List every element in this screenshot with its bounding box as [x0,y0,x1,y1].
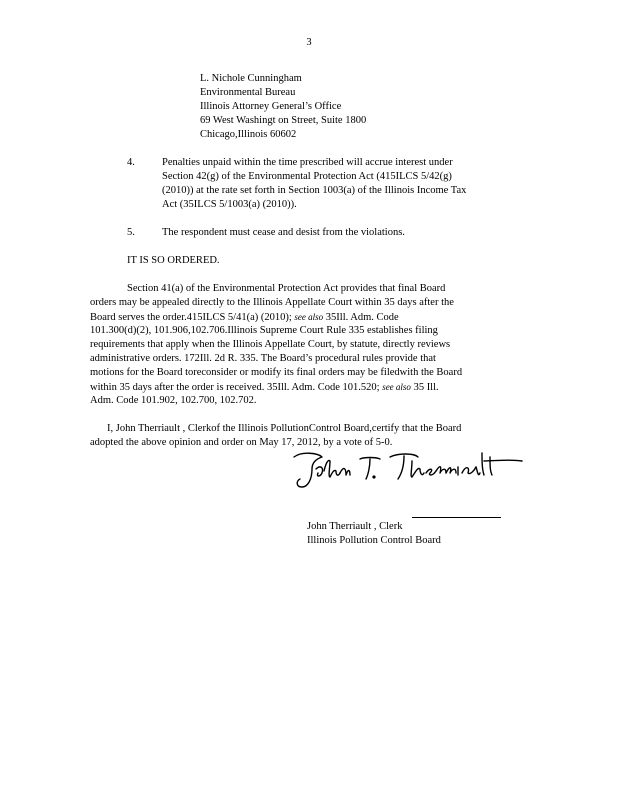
item-text-line: (2010)) at the rate set forth in Section 1003(a) of the Illinois Income Tax [162,185,467,196]
address-line: L. Nichole Cunningham [200,73,302,84]
address-line: 69 West Washingt on Street, Suite 1800 [200,115,367,126]
item-text-line: The respondent must cease and desist from the violations. [162,227,405,238]
paragraph-line [90,380,439,395]
item-number: 4. [127,157,135,168]
paragraph-line: motions for the Board toreconsider or modify its final orders may be filedwith the Board [90,367,463,378]
citation-text: within 35 days after the order is received. 35Ill. Adm. Code 101.520; [90,382,380,393]
item-text-line: Act (35ILCS 5/1003(a) (2010)). [162,199,297,210]
paragraph-line: administrative orders. 172Ill. 2d R. 335. The Board’s procedural rules provide that [90,353,436,364]
paragraph-line: Adm. Code 101.902, 102.700, 102.702. [90,395,257,406]
signature-line [412,517,501,518]
paragraph-line: orders may be appealed directly to the Illinois Appellate Court within 35 days after the [90,297,454,308]
see-also-text: see also [382,382,411,392]
paragraph-line: requirements that apply when the Illinois Appellate Court, by statute, directly reviews [90,339,451,350]
item-number: 5. [127,227,135,238]
address-line: Illinois Attorney General’s Office [200,101,342,112]
item-text-line: Section 42(g) of the Environmental Protection Act (415ILCS 5/42(g) [162,171,452,182]
handwritten-signature [288,447,524,498]
clerk-name: John Therriault , Clerk [307,521,403,532]
citation-text: 35 Ill. [413,382,439,393]
item-text-line: Penalties unpaid within the time prescribed will accrue interest under [162,157,453,168]
citation-text: 35Ill. Adm. Code [325,312,399,323]
so-ordered-heading: IT IS SO ORDERED. [127,255,220,266]
paragraph-line: 101.300(d)(2), 101.906,102.706.Illinois Supreme Court Rule 335 establishes filing [90,325,438,336]
board-name: Illinois Pollution Control Board [307,535,441,546]
citation-text: Board serves the order.415ILCS 5/41(a) (2010); [90,312,292,323]
paragraph-line: adopted the above opinion and order on May 17, 2012, by a vote of 5-0. [90,437,393,448]
page-number: 3 [306,37,312,48]
see-also-text: see also [294,312,324,322]
paragraph-line [90,310,399,325]
paragraph-line: I, John Therriault , Clerkof the Illinois PollutionControl Board,certify that the Board [107,423,462,434]
address-line: Chicago,Illinois 60602 [200,129,297,140]
paragraph-line: Section 41(a) of the Environmental Protection Act provides that final Board [127,283,446,294]
address-line: Environmental Bureau [200,87,296,98]
